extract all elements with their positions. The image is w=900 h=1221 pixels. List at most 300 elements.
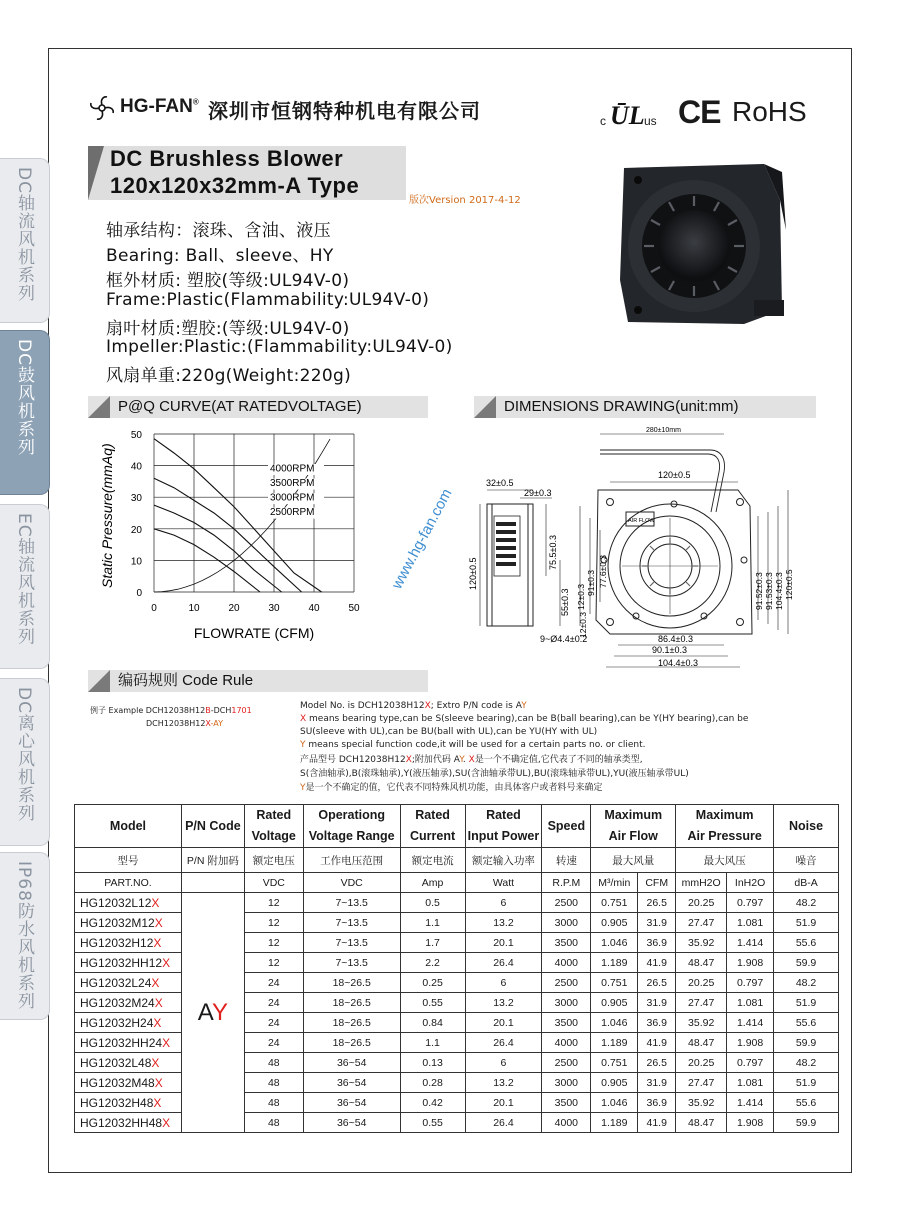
- column-header: [774, 805, 839, 848]
- unit-cell: Amp: [400, 873, 465, 893]
- cell-cfm: 41.9: [638, 953, 676, 973]
- cell-mm: 27.47: [676, 993, 727, 1013]
- cell-watt: 6: [465, 973, 542, 993]
- cell-in: 1.908: [727, 1033, 774, 1053]
- cell-cfm: 36.9: [638, 933, 676, 953]
- pn-code-a: A: [197, 998, 212, 1026]
- svg-text:12±0.3: 12±0.3: [578, 612, 588, 638]
- cell-v: 12: [244, 893, 303, 913]
- y-tick-label: 10: [130, 556, 142, 568]
- unit-cell: CFM: [638, 873, 676, 893]
- cell-m3: 1.046: [591, 933, 638, 953]
- cell-rpm: 2500: [542, 973, 591, 993]
- column-header-cn: 型号: [75, 848, 182, 873]
- cell-db: 51.9: [774, 1073, 839, 1093]
- cell-db: 51.9: [774, 913, 839, 933]
- blower-photo: [614, 160, 790, 328]
- y-tick-label: 0: [136, 588, 142, 599]
- cell-amp: 1.1: [400, 913, 465, 933]
- cell-range: 18~26.5: [303, 1033, 400, 1053]
- cell-range: 36~54: [303, 1093, 400, 1113]
- cell-rpm: 3500: [542, 1013, 591, 1033]
- cell-in: 1.414: [727, 1093, 774, 1113]
- cell-v: 12: [244, 913, 303, 933]
- unit-cell: InH2O: [727, 873, 774, 893]
- cell-v: 24: [244, 1033, 303, 1053]
- spec-frame-en: Frame:Plastic(Flammability:UL94V-0): [106, 290, 430, 310]
- model-number: HG12032H48: [80, 1095, 154, 1110]
- spec-impeller-en: Impeller:Plastic:(Flammability:UL94V-0): [106, 337, 453, 357]
- svg-text:104.4±0.3: 104.4±0.3: [658, 658, 698, 668]
- bearing-code: X: [162, 1115, 171, 1130]
- model-number: HG12032HH48: [80, 1115, 163, 1130]
- x-tick-label: 40: [308, 603, 320, 614]
- column-header-label: Maximum: [695, 808, 754, 822]
- cell-cfm: 41.9: [638, 1033, 676, 1053]
- cell-range: 18~26.5: [303, 993, 400, 1013]
- model-number: HG12032L48: [80, 1055, 152, 1070]
- brand-name: HG-FAN®: [120, 96, 199, 117]
- cell-watt: 6: [465, 1053, 542, 1073]
- cell-m3: 0.905: [591, 1073, 638, 1093]
- svg-text:120±0.5: 120±0.5: [658, 470, 691, 480]
- column-header-label: Voltage Range: [308, 829, 395, 843]
- cell-m3: 0.751: [591, 893, 638, 913]
- cell-v: 12: [244, 953, 303, 973]
- x-tick-label: 20: [228, 603, 240, 614]
- cell-watt: 13.2: [465, 993, 542, 1013]
- cell-db: 55.6: [774, 1013, 839, 1033]
- cell-rpm: 3000: [542, 913, 591, 933]
- cell-mm: 48.47: [676, 1033, 727, 1053]
- cell-cfm: 31.9: [638, 913, 676, 933]
- model-cell: [75, 1053, 182, 1073]
- cell-amp: 0.42: [400, 1093, 465, 1113]
- cell-db: 51.9: [774, 993, 839, 1013]
- cell-watt: 26.4: [465, 953, 542, 973]
- cell-m3: 0.905: [591, 993, 638, 1013]
- sidebar-item-dc-blower[interactable]: [0, 330, 50, 495]
- cell-mm: 20.25: [676, 973, 727, 993]
- cell-db: 48.2: [774, 893, 839, 913]
- pn-code-cell: [181, 873, 244, 893]
- sidebar-item-ec-axial[interactable]: [0, 504, 50, 669]
- cell-v: 24: [244, 993, 303, 1013]
- cell-in: 1.081: [727, 913, 774, 933]
- bearing-code: X: [151, 975, 160, 990]
- column-header-label: Air Flow: [608, 829, 658, 843]
- cell-amp: 0.5: [400, 893, 465, 913]
- unit-cell: VDC: [244, 873, 303, 893]
- unit-cell: R.P.M: [542, 873, 591, 893]
- cell-mm: 35.92: [676, 1093, 727, 1113]
- ul-logo-icon: [608, 100, 645, 130]
- column-header: [465, 805, 542, 848]
- cell-in: 1.414: [727, 1013, 774, 1033]
- cell-db: 55.6: [774, 933, 839, 953]
- cell-range: 7~13.5: [303, 913, 400, 933]
- cell-v: 12: [244, 933, 303, 953]
- model-number: HG12032H24: [80, 1015, 154, 1030]
- cell-range: 36~54: [303, 1113, 400, 1133]
- svg-text:86.4±0.3: 86.4±0.3: [658, 634, 693, 644]
- x-tick-label: 10: [188, 603, 200, 614]
- rohs-mark: RoHS: [732, 96, 807, 127]
- hg-fan-logo-icon: [88, 94, 116, 122]
- cell-rpm: 3000: [542, 1073, 591, 1093]
- cell-in: 1.908: [727, 953, 774, 973]
- cell-db: 55.6: [774, 1093, 839, 1113]
- section-accent: [88, 396, 110, 418]
- cell-m3: 1.046: [591, 1093, 638, 1113]
- cell-amp: 0.55: [400, 1113, 465, 1133]
- series-line-3000RPM: [154, 505, 282, 592]
- y-tick-label: 20: [130, 524, 142, 536]
- column-header-label: Voltage: [251, 829, 296, 843]
- cell-rpm: 4000: [542, 1113, 591, 1133]
- svg-text:77.6±0.3: 77.6±0.3: [598, 554, 608, 588]
- svg-text:12±0.3: 12±0.3: [576, 584, 586, 610]
- sidebar-item-label: DC离心风机系列: [14, 687, 34, 822]
- bearing-code: X: [153, 1095, 162, 1110]
- bearing-code: X: [153, 1015, 162, 1030]
- cell-mm: 48.47: [676, 1113, 727, 1133]
- legend-label: 3000RPM: [270, 492, 315, 504]
- sidebar-item-label: DC轴流风机系列: [14, 167, 34, 302]
- cell-db: 59.9: [774, 1033, 839, 1053]
- cell-mm: 20.25: [676, 893, 727, 913]
- model-cell: [75, 1073, 182, 1093]
- cell-cfm: 26.5: [638, 973, 676, 993]
- column-header-label: Maximum: [604, 808, 663, 822]
- svg-text:90.1±0.3: 90.1±0.3: [652, 645, 687, 655]
- cell-mm: 27.47: [676, 913, 727, 933]
- pn-code-cell: [181, 893, 244, 1133]
- column-header-label: Rated: [256, 808, 292, 822]
- column-header-cn: 转速: [542, 848, 591, 873]
- cell-in: 1.081: [727, 993, 774, 1013]
- cell-m3: 1.046: [591, 1013, 638, 1033]
- cell-amp: 0.25: [400, 973, 465, 993]
- column-header: [542, 805, 591, 848]
- cell-watt: 13.2: [465, 913, 542, 933]
- dimensions-drawing: [388, 420, 820, 670]
- dim-section-title: DIMENSIONS DRAWING(unit:mm): [504, 398, 739, 415]
- cell-rpm: 4000: [542, 953, 591, 973]
- model-number: HG12032M12: [80, 915, 155, 930]
- version-label: 版次Version 2017-4-12: [409, 195, 521, 206]
- spec-weight: 风扇单重:220g(Weight:220g): [106, 366, 352, 386]
- sidebar-item-label: EC轴流风机系列: [14, 513, 34, 646]
- svg-text:91.52±0.3: 91.52±0.3: [754, 572, 764, 610]
- cell-cfm: 26.5: [638, 893, 676, 913]
- svg-text:75.5±0.3: 75.5±0.3: [548, 535, 558, 570]
- cell-watt: 20.1: [465, 1093, 542, 1113]
- svg-text:91.53±0.3: 91.53±0.3: [764, 572, 774, 610]
- model-cell: [75, 933, 182, 953]
- cell-v: 48: [244, 1113, 303, 1133]
- column-header: [181, 805, 244, 848]
- column-header-cn: P/N 附加码: [181, 848, 244, 873]
- y-description: Y means special function code,it will be used for a certain parts no. or client.: [300, 740, 646, 750]
- svg-text:AIR FLOW: AIR FLOW: [628, 518, 655, 524]
- cell-in: 1.081: [727, 1073, 774, 1093]
- model-cell: [75, 1013, 182, 1033]
- cell-m3: 1.189: [591, 953, 638, 973]
- model-cell: [75, 913, 182, 933]
- column-header-cn: 额定输入功率: [465, 848, 542, 873]
- cell-in: 1.908: [727, 1113, 774, 1133]
- cell-amp: 0.28: [400, 1073, 465, 1093]
- table-header-row: [75, 805, 839, 848]
- svg-text:9~Ø4.4±0.2: 9~Ø4.4±0.2: [540, 634, 588, 644]
- bearing-code: X: [153, 935, 162, 950]
- cell-rpm: 2500: [542, 893, 591, 913]
- cn-description-2: S(含油轴承),B(滚珠轴承),Y(液压轴承),SU(含油轴承带UL),BU(滚珠轴承带UL),YU(液压轴承带UL): [300, 769, 689, 779]
- column-header-cn: 工作电压范围: [303, 848, 400, 873]
- bearing-code: X: [154, 995, 163, 1010]
- spec-table: [74, 804, 839, 1133]
- cell-v: 48: [244, 1073, 303, 1093]
- model-cell: [75, 973, 182, 993]
- column-header-label: Input Power: [467, 829, 540, 843]
- model-number: HG12032L24: [80, 975, 152, 990]
- cell-mm: 27.47: [676, 1073, 727, 1093]
- legend-label: 2500RPM: [270, 506, 315, 518]
- company-name: 深圳市恒钢特种机电有限公司: [208, 99, 481, 123]
- cell-mm: 20.25: [676, 1053, 727, 1073]
- code-rule-title: 编码规则 Code Rule: [118, 672, 254, 689]
- model-number: HG12032L12: [80, 895, 152, 910]
- unit-cell: PART.NO.: [75, 873, 182, 893]
- cn-description-3: Y是一个不确定的值，它代表不同特殊风机功能，由具体客户或者料号来确定: [300, 783, 603, 793]
- cell-rpm: 3500: [542, 1093, 591, 1113]
- column-header-label: P/N Code: [185, 818, 241, 833]
- cell-watt: 26.4: [465, 1113, 542, 1133]
- svg-text:29±0.3: 29±0.3: [524, 488, 552, 498]
- column-header-label: Rated: [486, 808, 521, 822]
- column-header-label: Operationg: [318, 808, 386, 822]
- unit-cell: VDC: [303, 873, 400, 893]
- pn-code-y: Y: [211, 998, 228, 1026]
- model-number: HG12032M48: [80, 1075, 155, 1090]
- model-line: Model No. is DCH12038H12X; Extro P/N code is AY: [300, 701, 527, 711]
- unit-cell: Watt: [465, 873, 542, 893]
- cell-m3: 0.905: [591, 913, 638, 933]
- cell-amp: 1.1: [400, 1033, 465, 1053]
- table-row: [75, 893, 839, 913]
- cell-m3: 0.751: [591, 973, 638, 993]
- unit-cell: mmH2O: [676, 873, 727, 893]
- cell-watt: 26.4: [465, 1033, 542, 1053]
- column-header: [244, 805, 303, 848]
- model-number: HG12032HH24: [80, 1035, 163, 1050]
- pq-section-header: [88, 396, 428, 418]
- cell-in: 0.797: [727, 973, 774, 993]
- cn-description-1: 产品型号 DCH12038H12X;附加代码 AY. X是一个不确定值,它代表了不同的轴承类型,: [300, 755, 643, 765]
- column-header: [591, 805, 676, 848]
- cell-range: 36~54: [303, 1073, 400, 1093]
- column-header-label: Model: [109, 818, 147, 833]
- cell-db: 48.2: [774, 973, 839, 993]
- svg-text:120±0.5: 120±0.5: [468, 557, 478, 590]
- website-watermark: www.hg-fan.com: [388, 486, 456, 592]
- bearing-code: X: [162, 1035, 171, 1050]
- cell-cfm: 31.9: [638, 1073, 676, 1093]
- cell-v: 24: [244, 973, 303, 993]
- x-description-2: SU(sleeve with UL),can be BU(ball with UL),can be YU(HY with UL): [300, 727, 598, 737]
- model-number: HG12032M24: [80, 995, 155, 1010]
- column-header-label: Air Pressure: [687, 829, 762, 843]
- cell-v: 48: [244, 1093, 303, 1113]
- cell-mm: 35.92: [676, 933, 727, 953]
- column-header-cn: 噪音: [774, 848, 839, 873]
- ce-mark: CE: [678, 94, 721, 130]
- model-cell: [75, 1113, 182, 1133]
- dim-section-header: [474, 396, 816, 418]
- code-rule-header: [88, 670, 428, 692]
- svg-text:ŪL: ŪL: [610, 101, 645, 130]
- column-header-cn: 额定电压: [244, 848, 303, 873]
- x-tick-label: 30: [268, 603, 280, 614]
- cell-watt: 6: [465, 893, 542, 913]
- y-tick-label: 40: [130, 461, 142, 473]
- cell-mm: 35.92: [676, 1013, 727, 1033]
- cell-range: 18~26.5: [303, 1013, 400, 1033]
- column-header-label: Rated: [415, 808, 450, 822]
- svg-text:120±0.5: 120±0.5: [784, 569, 794, 600]
- example-line-2: DCH12038H12X-AY: [146, 719, 223, 728]
- model-cell: [75, 1093, 182, 1113]
- cell-v: 24: [244, 1013, 303, 1033]
- svg-text:55±0.3: 55±0.3: [560, 588, 570, 616]
- cell-mm: 48.47: [676, 953, 727, 973]
- column-header: [303, 805, 400, 848]
- cell-db: 48.2: [774, 1053, 839, 1073]
- column-header-label: Speed: [547, 818, 586, 833]
- cell-amp: 0.84: [400, 1013, 465, 1033]
- column-header-cn: 最大风量: [591, 848, 676, 873]
- cell-range: 7~13.5: [303, 953, 400, 973]
- cell-range: 18~26.5: [303, 973, 400, 993]
- svg-text:32±0.5: 32±0.5: [486, 478, 514, 488]
- pq-section-title: P@Q CURVE(AT RATEDVOLTAGE): [118, 398, 362, 415]
- bearing-code: X: [154, 1075, 163, 1090]
- y-axis-label: Static Pressure(mmAq): [99, 443, 115, 588]
- column-header-cn: 最大风压: [676, 848, 774, 873]
- cell-range: 7~13.5: [303, 893, 400, 913]
- spec-bearing-cn: 轴承结构：滚珠、含油、液压: [106, 221, 331, 241]
- section-accent: [88, 670, 110, 692]
- sidebar-item-label: DC鼓风机系列: [14, 339, 34, 456]
- svg-text:280±10mm: 280±10mm: [646, 427, 681, 434]
- cell-range: 7~13.5: [303, 933, 400, 953]
- section-accent: [474, 396, 496, 418]
- x-description: X means bearing type,can be S(sleeve bearing),can be B(ball bearing),can be Y(HY bearing),can be: [300, 714, 749, 724]
- legend-label: 3500RPM: [270, 477, 315, 489]
- column-header: [676, 805, 774, 848]
- sidebar-item-dc-axial[interactable]: [0, 158, 50, 323]
- cell-db: 59.9: [774, 953, 839, 973]
- model-cell: [75, 953, 182, 973]
- cell-cfm: 31.9: [638, 993, 676, 1013]
- title-accent: [88, 146, 104, 200]
- spec-bearing-en: Bearing: Ball、sleeve、HY: [106, 246, 334, 266]
- model-cell: [75, 993, 182, 1013]
- cell-watt: 20.1: [465, 1013, 542, 1033]
- model-number: HG12032H12: [80, 935, 154, 950]
- cell-rpm: 3000: [542, 993, 591, 1013]
- model-cell: [75, 1033, 182, 1053]
- ul-cert-mark: c ŪL us: [600, 101, 657, 130]
- y-tick-label: 50: [130, 430, 142, 441]
- cell-amp: 1.7: [400, 933, 465, 953]
- column-header-cn: 额定电流: [400, 848, 465, 873]
- x-tick-label: 50: [348, 603, 360, 614]
- sidebar-item-ip68[interactable]: [0, 852, 50, 1020]
- page-subtitle: 120x120x32mm-A Type: [110, 173, 360, 198]
- cell-m3: 1.189: [591, 1113, 638, 1133]
- spec-impeller-cn: 扇叶材质:塑胶:(等级:UL94V-0): [106, 319, 350, 339]
- unit-cell: dB-A: [774, 873, 839, 893]
- cell-amp: 0.13: [400, 1053, 465, 1073]
- y-tick-label: 30: [130, 493, 142, 505]
- cell-cfm: 36.9: [638, 1093, 676, 1113]
- example-line-1: 例子 Example DCH12038H12B-DCH1701: [90, 706, 252, 715]
- cell-watt: 13.2: [465, 1073, 542, 1093]
- cell-in: 1.414: [727, 933, 774, 953]
- svg-text:91±0.3: 91±0.3: [586, 570, 596, 596]
- cell-range: 36~54: [303, 1053, 400, 1073]
- svg-text:104.4±0.3: 104.4±0.3: [774, 572, 784, 610]
- bearing-code: X: [154, 915, 163, 930]
- x-axis-label: FLOWRATE (CFM): [193, 625, 315, 641]
- cell-watt: 20.1: [465, 933, 542, 953]
- table-unit-row: [75, 873, 839, 893]
- bearing-code: X: [151, 1055, 160, 1070]
- cell-in: 0.797: [727, 1053, 774, 1073]
- cell-in: 0.797: [727, 893, 774, 913]
- unit-cell: M³/min: [591, 873, 638, 893]
- cell-rpm: 2500: [542, 1053, 591, 1073]
- page-title: DC Brushless Blower: [110, 146, 344, 171]
- cell-cfm: 26.5: [638, 1053, 676, 1073]
- x-tick-label: 0: [151, 603, 157, 614]
- column-header: [400, 805, 465, 848]
- pq-curve-chart: [90, 424, 380, 650]
- bearing-code: X: [162, 955, 171, 970]
- sidebar-item-dc-centrifugal[interactable]: [0, 678, 50, 846]
- cell-m3: 0.751: [591, 1053, 638, 1073]
- column-header-label: Current: [410, 829, 456, 843]
- spec-frame-cn: 框外材质: 塑胶(等级:UL94V-0): [106, 271, 350, 291]
- cell-db: 59.9: [774, 1113, 839, 1133]
- model-number: HG12032HH12: [80, 955, 163, 970]
- cell-amp: 2.2: [400, 953, 465, 973]
- model-cell: [75, 893, 182, 913]
- cell-v: 48: [244, 1053, 303, 1073]
- cell-cfm: 41.9: [638, 1113, 676, 1133]
- cell-m3: 1.189: [591, 1033, 638, 1053]
- sidebar-item-label: IP68防水风机系列: [14, 861, 34, 1010]
- cell-amp: 0.55: [400, 993, 465, 1013]
- table-cn-header-row: [75, 848, 839, 873]
- cell-rpm: 4000: [542, 1033, 591, 1053]
- column-header: [75, 805, 182, 848]
- bearing-code: X: [151, 895, 160, 910]
- legend-label: 4000RPM: [270, 463, 315, 475]
- column-header-label: Noise: [789, 818, 824, 833]
